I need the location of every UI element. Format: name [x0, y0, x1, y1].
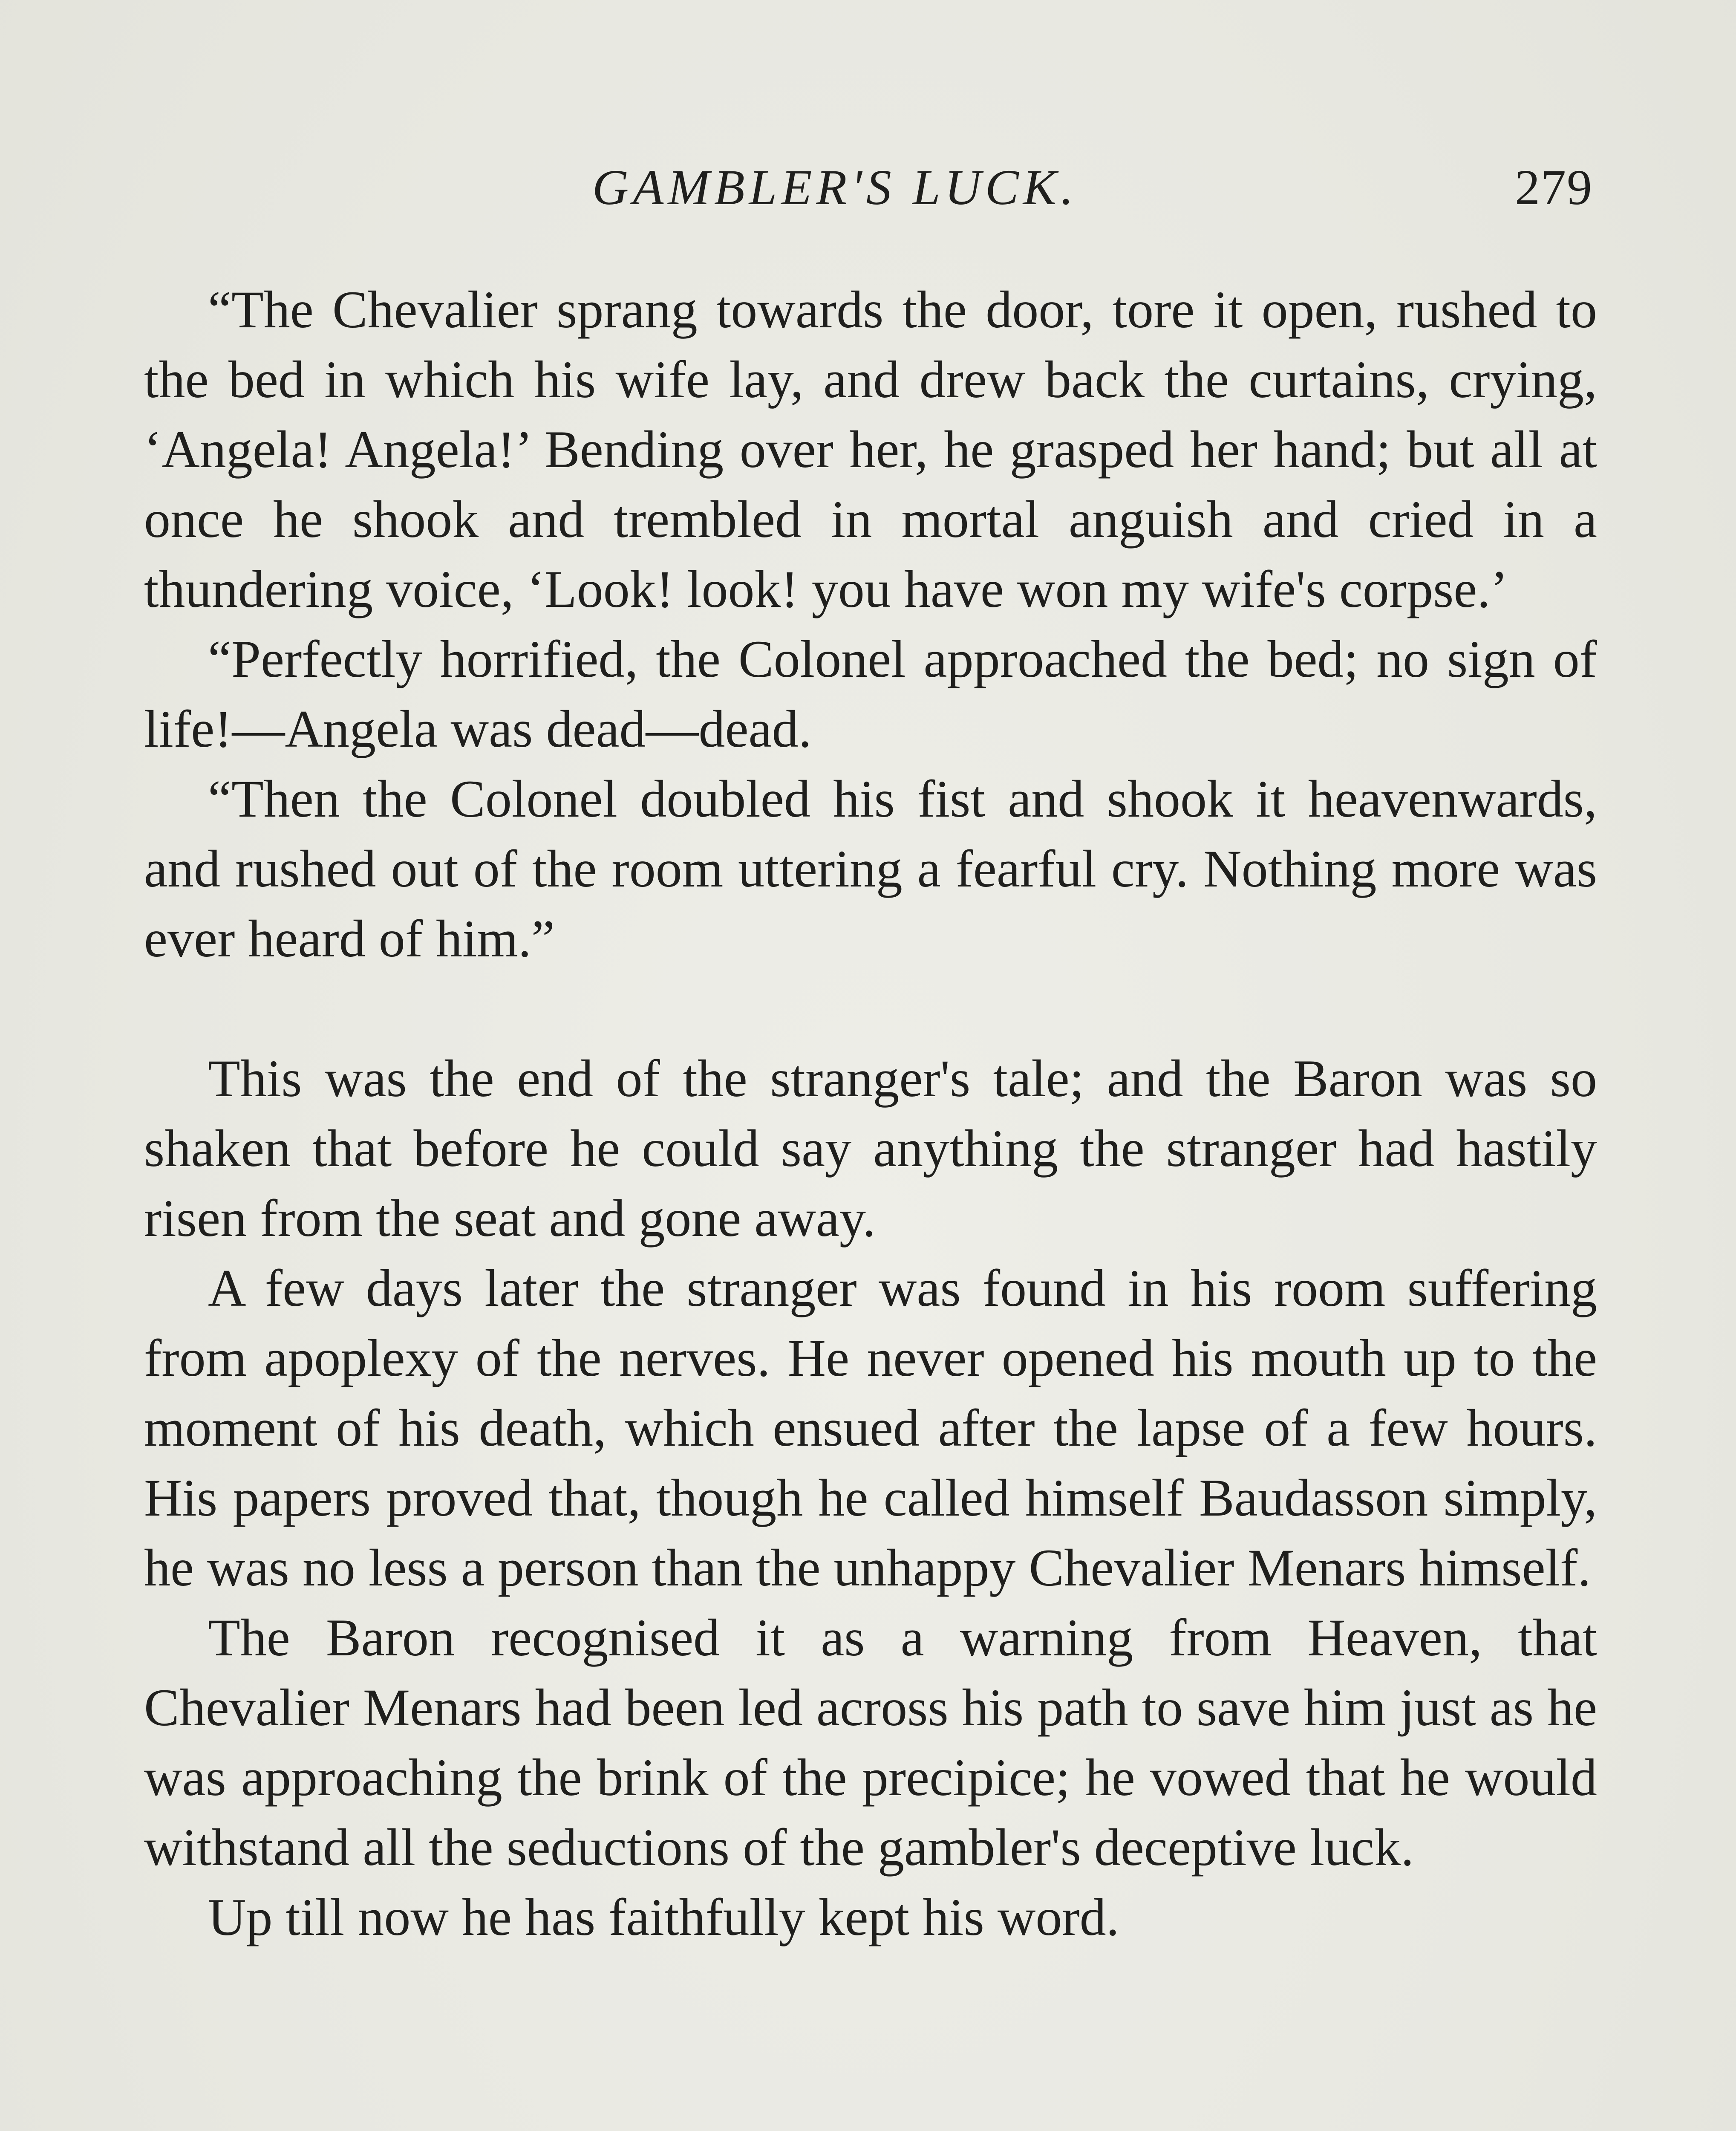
running-title: GAMBLER'S LUCK.	[592, 159, 1078, 215]
paragraph-colonel-horrified: “Perfectly horrified, the Colonel approached the bed; no sign of life!—Angela was dead—dead.	[144, 630, 1597, 758]
paragraph-stranger-found: A few days later the stranger was found in his room suffering from apoplexy of the nerves. He never opened his mouth up to the moment of his death, which ensued after the lapse of a few hours. His papers proved that, though he called himself Baudasson simply, he was no less a person than the unhappy Chevalier Menars himself.	[144, 1259, 1597, 1597]
page-number: 279	[1515, 159, 1593, 215]
paragraph-kept-word: Up till now he has faithfully kept his word.	[208, 1888, 1119, 1946]
paragraph-chevalier-door: “The Chevalier sprang towards the door, tore it open, rushed to the bed in which his wife lay, and drew back the curtains, crying, ‘Angela! Angela!’ Bending over her, he grasped her hand; but all at once he shook and trembled in mortal anguish and cried in a thundering voice, ‘Look! look! you have won my wife's corpse.’	[144, 280, 1597, 618]
paragraph-end-of-tale: This was the end of the stranger's tale; and the Baron was so shaken that before he could say anything the stranger had hastily risen from the seat and gone away.	[144, 1049, 1597, 1247]
running-head	[0, 153, 1736, 222]
paragraph-baron-warning: The Baron recognised it as a warning from Heaven, that Chevalier Menars had been led across his path to save him just as he was approaching the brink of the precipice; he vowed that he would withstand all the seductions of the gambler's deceptive luck.	[144, 1608, 1597, 1877]
section-break	[144, 974, 1597, 1044]
body-text	[144, 275, 1597, 1952]
paragraph-colonel-fist: “Then the Colonel doubled his fist and shook it heavenwards, and rushed out of the room uttering a fearful cry. Nothing more was ever heard of him.”	[144, 770, 1597, 968]
